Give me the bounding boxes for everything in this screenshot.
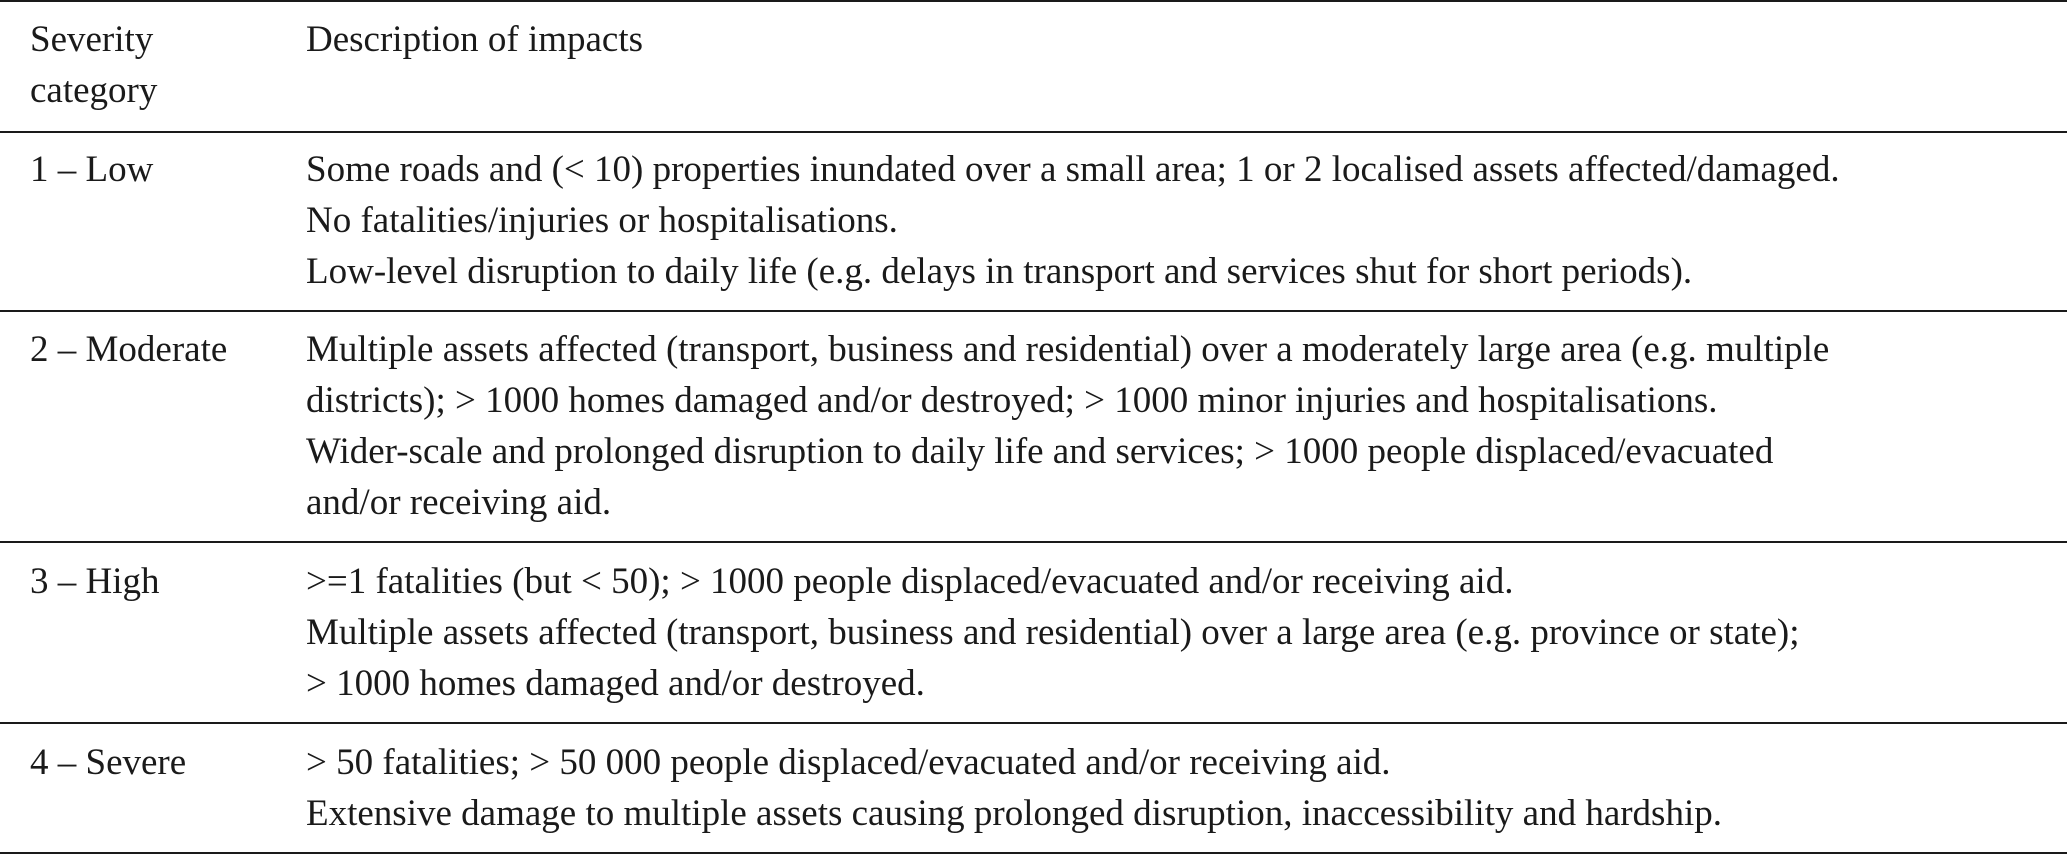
- row-2-line: Multiple assets affected (transport, business and residential) over a moderately large area (e.g. multiple: [306, 329, 1830, 370]
- row-1-line: Low-level disruption to daily life (e.g. delays in transport and services shut for short periods).: [306, 251, 1693, 292]
- row-3-line: >=1 fatalities (but < 50); > 1000 people displaced/evacuated and/or receiving aid.: [306, 561, 1514, 602]
- header-severity-category: [30, 14, 157, 116]
- table-top-rule: [0, 0, 2067, 2]
- row-1-category: 1 – Low: [30, 149, 154, 190]
- row-1-description: [306, 144, 1840, 297]
- row-2-category: 2 – Moderate: [30, 329, 228, 370]
- row-3-category: 3 – High: [30, 561, 160, 602]
- row-2-line: districts); > 1000 homes damaged and/or destroyed; > 1000 minor injuries and hospitalisations.: [306, 380, 1718, 421]
- row-2-divider: [0, 541, 2067, 543]
- row-3-line: Multiple assets affected (transport, business and residential) over a large area (e.g. province or state);: [306, 612, 1800, 653]
- row-2-line: Wider-scale and prolonged disruption to daily life and services; > 1000 people displaced/evacuated: [306, 431, 1774, 472]
- header-description-label: Description of impacts: [306, 19, 644, 60]
- header-severity-line2: category: [30, 70, 158, 111]
- row-4-description: [306, 737, 1722, 839]
- row-4-line: Extensive damage to multiple assets causing prolonged disruption, inaccessibility and hardship.: [306, 793, 1722, 834]
- row-3-description: [306, 556, 1800, 709]
- row-3-line: > 1000 homes damaged and/or destroyed.: [306, 663, 925, 704]
- row-3-divider: [0, 722, 2067, 724]
- row-2-line: and/or receiving aid.: [306, 482, 612, 523]
- row-4-line: > 50 fatalities; > 50 000 people displaced/evacuated and/or receiving aid.: [306, 742, 1391, 783]
- row-2-description: [306, 324, 1829, 528]
- row-1-line: No fatalities/injuries or hospitalisations.: [306, 200, 898, 241]
- table-bottom-rule: [0, 852, 2067, 854]
- row-4-category: 4 – Severe: [30, 742, 187, 783]
- row-1-divider: [0, 310, 2067, 312]
- header-description: [306, 14, 643, 65]
- header-severity-line1: Severity: [30, 19, 154, 60]
- table-header-rule: [0, 131, 2067, 133]
- row-1-line: Some roads and (< 10) properties inundated over a small area; 1 or 2 localised assets affected/damaged.: [306, 149, 1840, 190]
